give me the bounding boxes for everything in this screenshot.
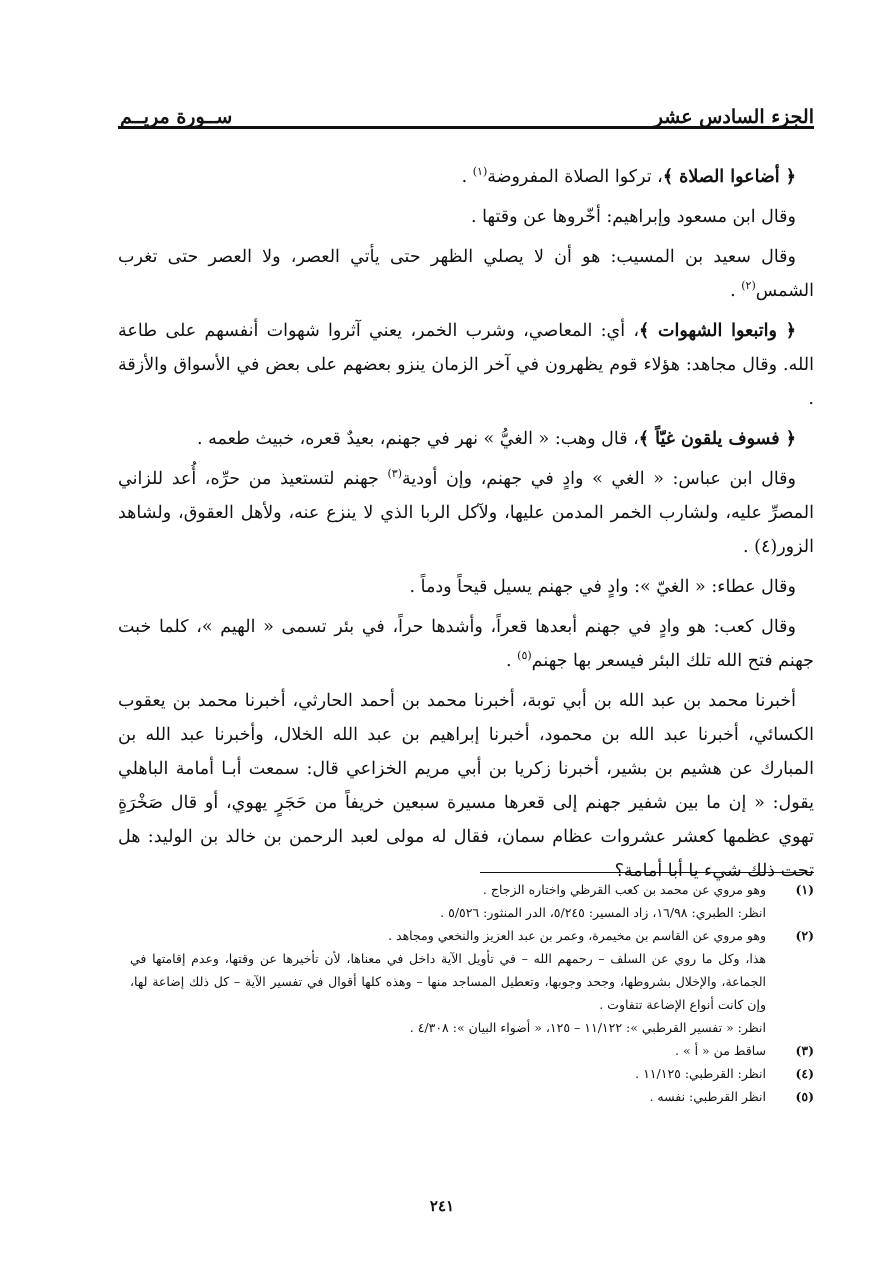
paragraph <box>118 200 814 234</box>
quran-quote: ﴿ واتبعوا الشهوات ﴾ <box>639 321 796 341</box>
footnote-number: (١) <box>795 882 814 897</box>
paragraph-text: وقال ابن عباس: « الغي » وادٍ في جهنم، وإن أودية <box>401 469 796 489</box>
main-text <box>118 160 814 894</box>
footnote-text: انظر: القرطبي: ١١/١٢٥ . <box>635 1066 766 1081</box>
footnote-text: وهو مروي عن القاسم بن مخيمرة، وعمر بن عبد العزيز والنخعي ومجاهد . <box>388 928 766 943</box>
footnote-continuation: انظر: الطبري: ١٦/٩٨، زاد المسير: ٥/٢٤٥، الدر المنثور: ٥/٥٢٦ . <box>440 905 766 920</box>
footnote-text: ساقط من « أ » . <box>675 1043 766 1058</box>
paragraph <box>118 570 814 604</box>
paragraph-text: أخبرنا محمد بن عبد الله بن أبي توبة، أخبرنا محمد بن أحمد الحارثي، أخبرنا محمد بن يعقوب الكسائي، أخبرنا عبد الله بن محمود، أخبرنا إبراهيم بن عبد الله الخلال، وأخبرنا عبد الله بن المبارك عن هشيم بن بشير، أخبرنا زكريا بن أبي مريم الخزاعي قال: سمعت أبـا أمامة الباهلي يقول: « إن ما بين شفير جهنم إلى قعرها مسيرة سبعين خريفاً من حَجَرٍ يهوي، أو قال صَخْرَةٍ تهوي عظمها كعشر عشروات عظام سمان، فقال له مولى لعبد الرحمن بن خالد بن الوليد: هل تحت ذلك شيء يا أبا أمامة؟ <box>118 691 814 881</box>
footnotes <box>130 878 814 1108</box>
paragraph-tail: جهنم لتستعيذ من حرِّه، أُعد للزاني المصرِّ عليه، ولشارب الخمر المدمن عليها، ولآكل الربا الذي لا ينزع عنه، ولأهل العقوق، ولشاهد الزور(٤) . <box>118 469 814 557</box>
paragraph <box>118 160 814 194</box>
paragraph-tail: . <box>506 651 518 671</box>
footnote-ref: (١) <box>472 165 488 179</box>
paragraph-text: وقال سعيد بن المسيب: هو أن لا يصلي الظهر حتى يأتي العصر، ولا العصر حتى تغرب الشمس <box>118 247 814 301</box>
quran-quote: ﴿ أضاعوا الصلاة ﴾ <box>662 167 796 187</box>
footnote <box>130 878 814 901</box>
paragraph-text: وقال كعب: هو وادٍ في جهنم أبعدها قعراً، وأشدها حراً، في بئر تسمى « الهيم »، كلما خبت جهنم فتح الله تلك البئر فيسعر بها جهنم <box>118 617 814 671</box>
paragraph-tail: . <box>730 281 742 301</box>
paragraph-text: ، تركوا الصلاة المفروضة <box>487 167 663 187</box>
paragraph <box>118 610 814 678</box>
paragraph <box>118 422 814 456</box>
quran-quote: ﴿ فسوف يلقون غيّاً ﴾ <box>638 429 796 449</box>
footnote-rule <box>480 872 814 873</box>
paragraph-tail: . <box>461 167 473 187</box>
surah-title: ســورة مريــم <box>120 106 233 128</box>
footnote <box>130 1039 814 1062</box>
header-rule <box>118 126 814 129</box>
paragraph-text: ، قال وهب: « الغيُّ » نهر في جهنم، بعيدٌ قعره، خبيث طعمه . <box>196 429 639 449</box>
footnote-text: انظر القرطبي: نفسه . <box>649 1089 766 1104</box>
footnote-number: (٤) <box>795 1066 814 1081</box>
footnote-text: وهو مروي عن محمد بن كعب القرظي واختاره الزجاج . <box>482 882 766 897</box>
paragraph <box>118 314 814 416</box>
footnote-ref: (٥) <box>517 649 532 663</box>
paragraph <box>118 240 814 308</box>
footnote-ref: (٢) <box>741 279 756 293</box>
paragraph-text: ، أي: المعاصي، وشرب الخمر، يعني آثروا شهوات أنفسهم على طاعة الله. وقال مجاهد: هؤلاء قوم يظهرون في آخر الزمان ينزو بعضهم على بعض في الأسواق والأزقة . <box>118 321 814 409</box>
footnote-ref: (٣) <box>387 467 402 481</box>
footnote <box>130 1062 814 1085</box>
running-header <box>120 88 814 128</box>
page-number: ٢٤١ <box>429 1197 455 1215</box>
footnote-number: (٥) <box>795 1089 814 1104</box>
footnote-continuation: هذا، وكل ما روي عن السلف – رحمهم الله – في تأويل الآية داخل في معناها، لأن تأخيرها عن وقتها، وعدم إقامتها في الجماعة، والإخلال بشروطها، وجحد وجوبها، وتعطيل المساجد منها – وهذه كلها أقوال في تفسير الآية – كل ذلك إضاعة لها، وإن كانت أنواع الإضاعة تتفاوت . <box>130 951 766 1012</box>
part-title: الجزء السادس عشر <box>653 106 814 128</box>
footnote-number: (٣) <box>795 1043 814 1058</box>
paragraph <box>118 462 814 564</box>
paragraph-text: وقال ابن مسعود وإبراهيم: أخّروها عن وقتها . <box>470 207 796 227</box>
paragraph-text: وقال عطاء: « الغيّ »: وادٍ في جهنم يسيل قيحاً ودماً . <box>409 577 796 597</box>
footnote-continuation: انظر: « تفسير القرطبي »: ١١/١٢٢ – ١٢٥، « أضواء البيان »: ٤/٣٠٨ . <box>409 1020 766 1035</box>
footnote <box>130 924 814 947</box>
footnote-number: (٢) <box>795 928 814 943</box>
footnote <box>130 1085 814 1108</box>
paragraph <box>118 684 814 888</box>
